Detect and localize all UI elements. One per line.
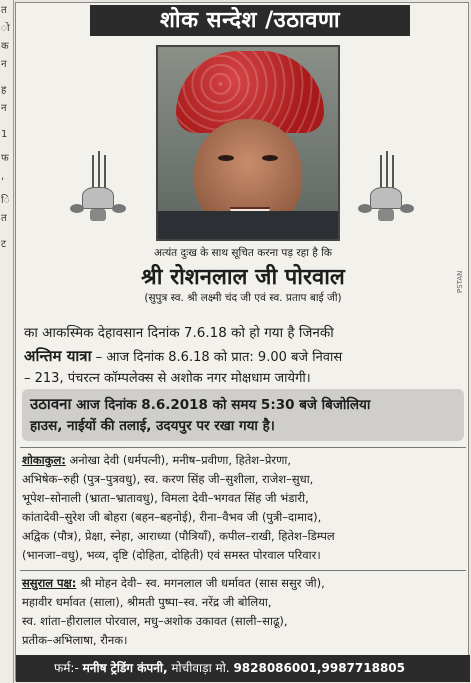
funeral-text: – आज दिनांक 8.6.18 को प्रात: 9.00 बजे निवास [91,350,343,365]
demise-line: का आकस्मिक देहावसान दिनांक 7.6.18 को हो गया है जिनकी [24,325,334,341]
column-fragment: त [1,213,7,224]
uthavna-line-2: हाउस, नाईयों की तलाई, उदयपुर पर रखा गया है। [30,418,275,434]
funeral-label: अन्तिम यात्रा [24,347,92,365]
column-fragment: न [1,103,7,114]
column-fragment: न [1,59,7,70]
adjacent-column-strip [0,0,14,683]
footer-band [16,655,470,682]
mourners-line: कांतादेवी–सुरेश जी बोहरा (बहन–बहनोई), रीना–वैभव जी (पुत्री–दामाद), [22,510,322,524]
footer-phones: 9828086001,9987718805 [233,661,405,675]
inlaws-line: प्रतीक–अभिलाषा, रौनक। [22,633,128,647]
divider [20,447,466,448]
mourners-line [22,453,466,468]
funeral-line-2: – 213, पंचरत्न कॉम्पलेक्स से अशोक नगर मोक्षधाम जायेगी। [24,371,311,386]
deceased-name: श्री रोशनलाल जी पोरवाल [141,265,345,290]
mourners-label: शोकाकुल: [22,453,66,467]
deceased-parents: (सुपुत्र स्व. श्री लक्ष्मी चंद जी एवं स्व. प्रताप बाई जी) [144,292,342,304]
mourners-line: (भानजा–वधु), भव्य, दृष्टि (दोहिता, दोहिती) एवं समस्त पोरवाल परिवार। [22,548,321,562]
footer-firm-name: मनीष ट्रेडिंग कंपनी, [82,661,168,675]
vertical-mark: PSTAN [456,270,464,293]
uthavna-label: उठावना [30,395,72,413]
deceased-portrait [156,45,340,241]
uthavna-line-1 [30,394,460,414]
mourners-line: अभिषेक–रुही (पुत्र–पुत्रवधु), स्व. करण सिंह जी–सुशीला, राजेश–सुधा, [22,472,314,486]
mourners-line: अद्विक (पौत्र), प्रेक्षा, स्नेहा, आराध्या (पौत्रियाँ), कपील–राखी, हितेश–डिम्पल [22,529,335,543]
inlaws-line: महावीर धर्मावत (साला), श्रीमती पुष्पा–स्व. नरेंद्र जी बोलिया, [22,595,272,609]
column-fragment: 1 [1,129,8,140]
mourners-text: अनोखा देवी (धर्मपत्नी), मनीष–प्रवीणा, हितेश–प्रेरणा, [65,453,292,467]
column-fragment: , [1,171,5,182]
mourners-line: भूपेश–सोनाली (भ्राता–भ्रातावधु), विमला देवी–भगवत सिंह जी भंडारी, [22,491,309,505]
notice-title: शोक सन्देश /उठावणा [90,5,410,36]
uthavna-text: आज दिनांक 8.6.2018 को समय 5:30 बजे बिजोलिया [71,397,371,413]
inlaws-line [22,576,466,591]
column-fragment: ट [1,239,7,250]
funeral-line-1 [24,346,464,366]
condolence-notice [15,2,469,681]
inlaws-text: श्री मोहन देवी– स्व. मगनलाल जी धर्मावत (सास ससुर जी), [76,576,325,590]
incense-lamp-icon [356,143,416,223]
column-fragment: ि [1,195,10,206]
inlaws-line: स्व. शांता–हीरालाल पोरवाल, मधु–अशोक उकावत (साली–साढू), [22,614,288,628]
intro-text: अत्यंत दुःख के साथ सूचित करना पड़ रहा है कि [154,247,332,259]
footer-address: मोचीवाड़ा मो. [167,661,234,675]
column-fragment: ह [1,85,7,96]
inlaws-label: ससुराल पक्ष: [22,576,77,590]
incense-lamp-icon [68,143,128,223]
column-fragment: क [1,41,9,52]
column-fragment: ो [1,23,10,34]
column-fragment: त [1,5,7,16]
column-fragment: फ [1,153,9,164]
footer-prefix: फर्म:- [54,661,83,675]
divider [20,570,466,571]
